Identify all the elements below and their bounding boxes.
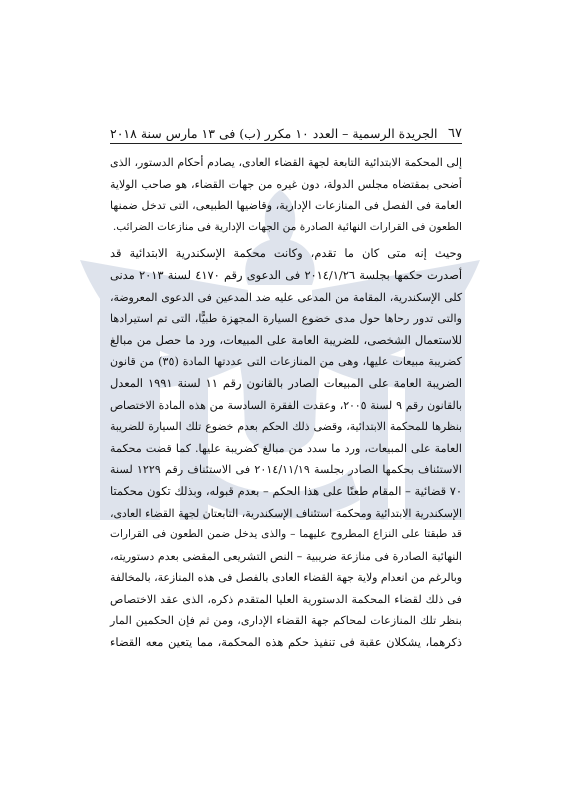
text-line: بالقانون رقم ٩ لسنة ٢٠٠٥، وعقدت الفقرة السادسة من هذه المادة الاختصاص — [110, 398, 462, 412]
text-line: أضحى بمقتضاه مجلس الدولة، دون غيره من جهات القضاء، هو صاحب الولاية — [110, 177, 462, 191]
text-line: العامة فى الفصل فى المنازعات الإدارية، وقاضيها الطبيعى، التى تدخل ضمنها — [110, 199, 462, 213]
text-line: ٧٠ قضائية – المقام طعنًا على هذا الحكم – بعدم قبوله، وبذلك تكون محكمتا — [110, 483, 462, 498]
header-divider — [110, 143, 462, 144]
text-line: الاستئناف بحكمها الصادر بجلسة ٢٠١٤/١١/١٩ فى الاستئناف رقم ١٢٢٩ لسنة — [110, 463, 463, 477]
text-line: النهائية الصادرة فى منازعة ضريبية – النص التشريعى المقضى بعدم دستوريته، — [110, 549, 462, 563]
paragraph-1 — [110, 152, 462, 238]
text-line: وحيث إنه متى كان ما تقدم، وكانت محكمة الإسكندرية الابتدائية قد — [110, 246, 462, 261]
text-line: فى ذلك لقضاء المحكمة الدستورية العليا المتقدم ذكره، الذى عقد الاختصاص — [110, 592, 462, 606]
page-header — [110, 119, 462, 141]
text-line: قد طبقتا على النزاع المطروح عليهما – والذى يدخل ضمن الطعون فى القرارات — [110, 528, 462, 541]
text-line: بنظر تلك المنازعات لمحاكم جهة القضاء الإدارى، ومن ثم فإن الحكمين المار — [110, 614, 462, 628]
text-line: ذكرهما، يشكلان عقبة فى تنفيذ حكم هذه المحكمة، مما يتعين معه القضاء — [110, 635, 462, 650]
text-line: بنظرها للمحكمة الابتدائية، وقضى ذلك الحكم بعدم خضوع تلك السيارة للضريبة — [110, 420, 462, 434]
text-line: للاستعمال الشخصى، للضريبة العامة على المبيعات، ورد ما حصل من مبالغ — [110, 332, 462, 347]
text-line: كضريبة مبيعات عليها، وهى من المنازعات التى عددتها المادة (٣٥) من قانون — [110, 355, 462, 369]
text-line: أصدرت حكمها بجلسة ٢٠١٤/١/٢٦ فى الدعوى رقم ٤١٧٠ لسنة ٢٠١٣ مدنى — [110, 267, 462, 282]
document-body — [110, 152, 462, 654]
text-line: إلى المحكمة الابتدائية التابعة لجهة القضاء العادى، يصادم أحكام الدستور، الذى — [110, 156, 462, 169]
text-line: الإسكندرية الابتدائية ومحكمة استئناف الإسكندرية، التابعتان لجهة القضاء العادى، — [110, 506, 462, 520]
text-line: الضريبة العامة على المبيعات الصادر بالقانون رقم ١١ لسنة ١٩٩١ المعدل — [110, 375, 463, 390]
text-line: والتى تدور رحاها حول مدى خضوع السيارة المجهزة طبيًّا، التى تم استيرادها — [110, 312, 462, 326]
gazette-header-title: الجريدة الرسمية – العدد ١٠ مكرر (ب) فى ١٣ مارس سنة ٢٠١٨ — [110, 126, 438, 141]
text-line: كلى الإسكندرية، المقامة من المدعى عليه ضد المدعين فى الدعوى المعروضة، — [110, 290, 462, 304]
text-line: وبالرغم من انعدام ولاية جهة القضاء العادى بالفصل فى هذه المنازعة، بالمخالفة — [110, 571, 462, 585]
paragraph-2 — [110, 243, 462, 653]
text-line: الطعون فى القرارات النهائية الصادرة من الجهات الإدارية فى منازعات الضرائب. — [112, 220, 462, 233]
text-line: العامة على المبيعات، ورد ما سدد من مبالغ كضريبة عليها. كما قضت محكمة — [110, 441, 462, 455]
page-number: ٦٧ — [448, 126, 462, 141]
